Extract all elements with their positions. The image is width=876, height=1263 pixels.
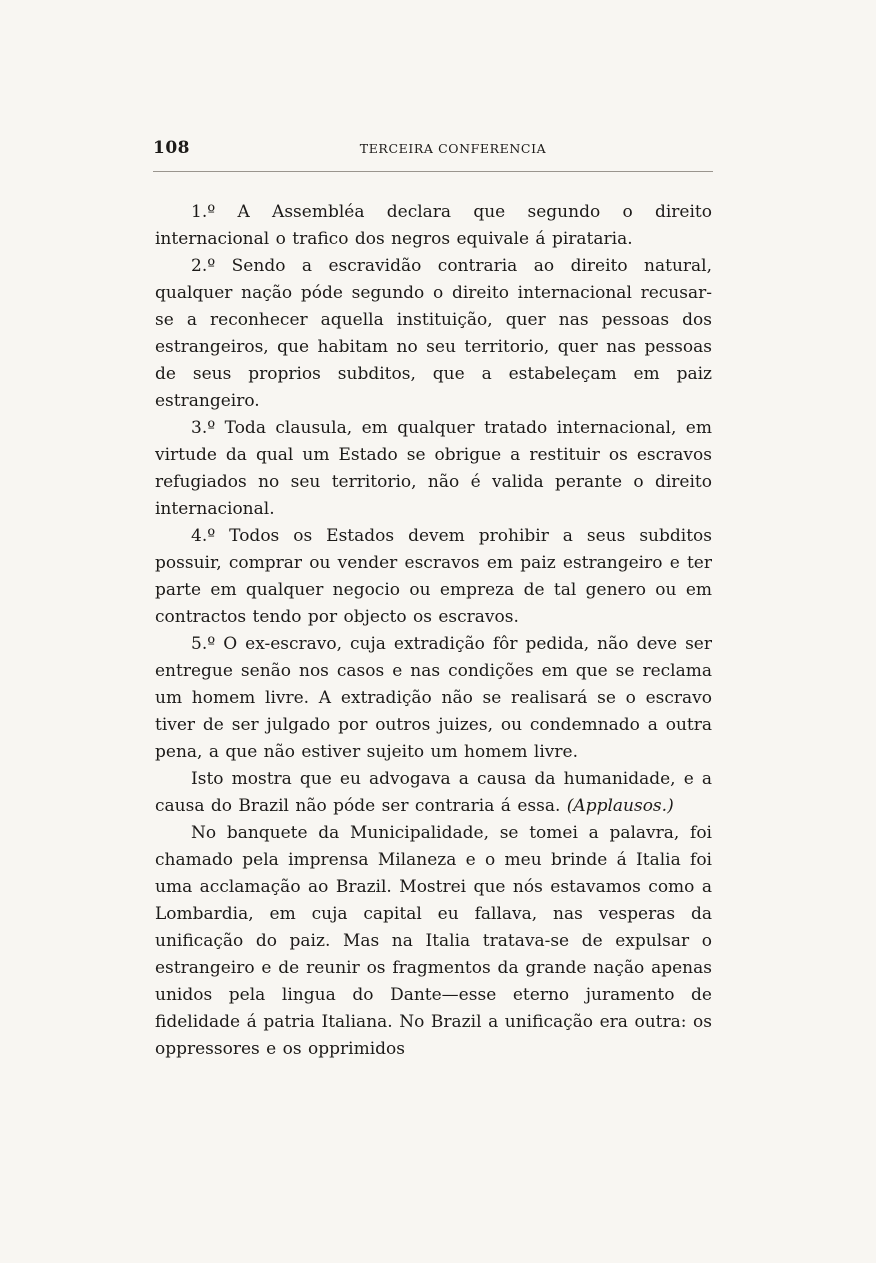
paragraph-clause-1 bbox=[155, 199, 712, 253]
paragraph-text: 4.º Todos os Estados devem prohibir a seus subditos possuir, comprar ou vender escravos em paiz estrangeiro e ter parte em qualquer negocio ou empreza de tal genero ou em contractos tendo por objecto os escravos. bbox=[155, 526, 712, 627]
paragraph-clause-4 bbox=[155, 523, 712, 631]
paragraph-clause-5 bbox=[155, 631, 712, 766]
paragraph-text: No banquete da Municipalidade, se tomei a palavra, foi chamado pela imprensa Milaneza e o meu brinde á Italia foi uma acclamação ao Brazil. Mostrei que nós estavamos como a Lombardia, em cuja capital eu fallava, nas vesperas da unificação do paiz. Mas na Italia tratava-se de expulsar o estrangeiro e de reunir os fragmentos da grande nação apenas unidos pela lingua do Dante—esse eterno juramento de fidelidade á patria Italiana. No Brazil a unificação era outra: os oppressores e os opprimidos bbox=[155, 823, 712, 1059]
running-title: TERCEIRA CONFERENCIA bbox=[359, 141, 547, 156]
paragraph-banquet bbox=[155, 820, 712, 1063]
paragraph-clause-2 bbox=[155, 253, 712, 415]
paragraph-text: 2.º Sendo a escravidão contraria ao direito natural, qualquer nação póde segundo o direito internacional recusar-se a reconhecer aquella instituição, quer nas pessoas dos estrangeiros, que habitam no seu territorio, quer nas pessoas de seus proprios subditos, que a estabeleçam em paiz estrangeiro. bbox=[155, 256, 712, 411]
paragraph-text: 1.º A Assembléa declara que segundo o direito internacional o trafico dos negros equivale á pirataria. bbox=[155, 202, 712, 249]
paragraph-clause-3 bbox=[155, 415, 712, 523]
page-header bbox=[153, 138, 713, 164]
applause-note: (Applausos.) bbox=[566, 796, 674, 816]
paragraph-text: 5.º O ex-escravo, cuja extradição fôr pedida, não deve ser entregue senão nos casos e nas condições em que se reclama um homem livre. A extradição não se realisará se o escravo tiver de ser julgado por outros juizes, ou condemnado a outra pena, a que não estiver sujeito um homem livre. bbox=[155, 634, 712, 762]
paragraph-text: Isto mostra que eu advogava a causa da humanidade, e a causa do Brazil não póde ser contraria á essa. bbox=[155, 769, 712, 816]
page-number: 108 bbox=[153, 138, 190, 158]
paragraph-humanity bbox=[155, 766, 712, 820]
paragraph-text: 3.º Toda clausula, em qualquer tratado internacional, em virtude da qual um Estado se obrigue a restituir os escravos refugiados no seu territorio, não é valida perante o direito internacional. bbox=[155, 418, 712, 519]
header-rule bbox=[153, 171, 713, 172]
page-body bbox=[155, 199, 712, 1063]
